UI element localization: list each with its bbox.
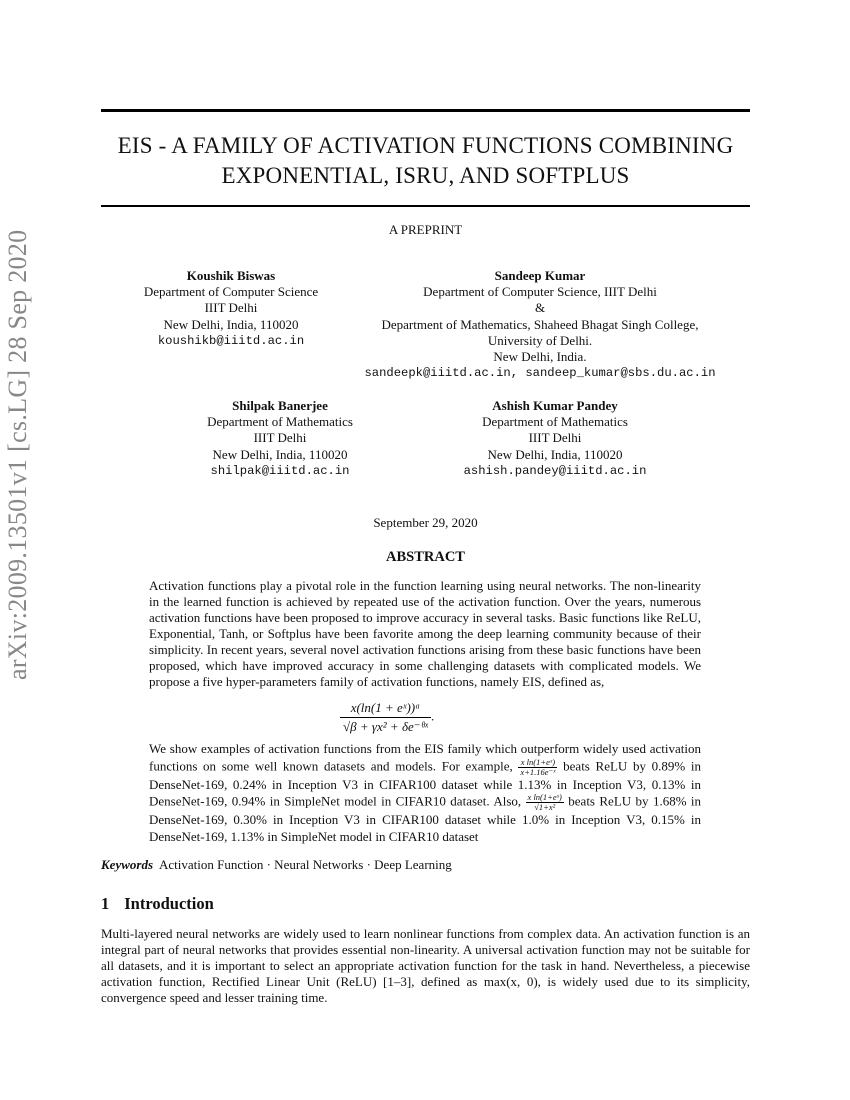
inline-formula-denominator: x+1.16e⁻ˣ (520, 766, 556, 777)
author-email[interactable]: ashish.pandey@iiitd.ac.in (463, 463, 647, 478)
abstract-paragraph-1: Activation functions play a pivotal role in the function learning using neural networks. The non-linearity in the learned function is achieved by repeated use of the activation function. Over the years, numerous activation functions have been proposed to improve accuracy in several tasks. Basic functions like ReLU, Exponential, Tanh, or Softplus have been favorite among the deep learning community because of their simplicity. In recent years, several novel activation functions arising from these basic functions have been proposed, which have improved accuracy in some challenging datasets with complicated models. We propose a five hyper-parameters family of activation functions, namely EIS, defined as, (149, 578, 701, 689)
preprint-label: A PREPRINT (388, 222, 463, 237)
author-email[interactable]: koushikb@iiitd.ac.in (157, 333, 305, 348)
author-block-1 (120, 268, 342, 349)
author-block-4 (440, 398, 670, 479)
author-affiliation: Department of Computer Science (143, 284, 319, 300)
top-rule (101, 109, 750, 112)
author-affiliation: New Delhi, India, 110020 (163, 316, 299, 332)
author-affiliation: New Delhi, India. (493, 349, 587, 365)
author-name: Sandeep Kumar (494, 268, 586, 283)
author-email[interactable]: sandeepk@iiitd.ac.in, sandeep_kumar@sbs.du.ac.in (364, 366, 716, 381)
author-email[interactable]: shilpak@iiitd.ac.in (210, 463, 350, 478)
author-name: Shilpak Banerjee (232, 398, 328, 413)
author-affiliation: IIIT Delhi (204, 300, 258, 316)
author-affiliation: Department of Computer Science, IIIT Delhi (423, 284, 657, 300)
inline-formula-2 (526, 793, 564, 812)
publication-date: September 29, 2020 (373, 515, 478, 530)
section-heading (101, 894, 214, 914)
formula-denominator: √β + γx² + δe⁻ᶿˣ (340, 717, 431, 735)
author-name: Koushik Biswas (186, 268, 276, 283)
author-affiliation: & (534, 300, 546, 316)
title-line-2: EXPONENTIAL, ISRU, AND SOFTPLUS (221, 163, 630, 188)
author-affiliation: Department of Mathematics (482, 414, 628, 430)
abstract-text: beats ReLU by 1.68% in DenseNet-169, 0.30% in Inception V3 in CIFAR100 dataset while 1.0% in Inception V3, 0.15% in DenseNet-169, 1.13% in SimpleNet model in CIFAR10 dataset (149, 793, 702, 844)
author-affiliation: New Delhi, India, 110020 (487, 446, 623, 462)
author-affiliation: Department of Mathematics, Shaheed Bhagat Singh College, (381, 316, 699, 332)
author-block-3 (180, 398, 380, 479)
paper-title (101, 131, 750, 191)
author-affiliation: University of Delhi. (487, 332, 593, 348)
abstract-text: We show examples of activation functions from the EIS family which outperform widely used activation functions on some well known datasets and models. For example, (149, 741, 701, 774)
arxiv-stamp: arXiv:2009.13501v1 [cs.LG] 28 Sep 2020 (3, 229, 32, 680)
inline-formula-denominator: √1+x² (526, 802, 564, 812)
title-bottom-rule (101, 205, 750, 207)
abstract-heading: ABSTRACT (386, 549, 465, 565)
inline-formula-1 (518, 758, 557, 777)
keywords-line (101, 857, 452, 873)
author-affiliation: Department of Mathematics (207, 414, 353, 430)
inline-formula-numerator: x ln(1+eˣ) (527, 792, 562, 803)
introduction-paragraph: Multi-layered neural networks are widely used to learn nonlinear functions from complex data. An activation function is an integral part of neural networks that provides essential non-linearity. A universal activation function may not be suitable for all datasets, and it is important to select an appropriate activation function for the task in hand. Nevertheless, a piecewise activation function, Rectified Linear Unit (ReLU) [1–3], defined as max(x, 0), is widely used due to its simplicity, convergence speed and lesser training time. (101, 926, 750, 1005)
abstract-text: beats ReLU by 0.89% in DenseNet-169, 0.24% in Inception V3 in CIFAR100 dataset while 1.13% in Inception V3, 0.13% in DenseNet-169, 0.94% in SimpleNet model in CIFAR10 dataset. Also, (149, 758, 702, 809)
abstract-paragraph-2 (149, 741, 701, 845)
formula-numerator: x(ln(1 + eˣ))ᵅ (350, 700, 421, 715)
section-title: Introduction (124, 894, 214, 913)
author-affiliation: IIIT Delhi (253, 430, 307, 446)
author-affiliation: IIIT Delhi (528, 430, 582, 446)
author-block-2 (360, 268, 720, 381)
author-name: Ashish Kumar Pandey (492, 398, 618, 413)
keywords-label: Keywords (101, 857, 153, 872)
author-affiliation: New Delhi, India, 110020 (212, 446, 348, 462)
inline-formula-numerator: x ln(1+eˣ) (520, 756, 556, 767)
keywords-text: Activation Function · Neural Networks · Deep Learning (159, 857, 452, 872)
title-line-1: EIS - A FAMILY OF ACTIVATION FUNCTIONS COMBINING (117, 133, 734, 158)
section-number: 1 (101, 894, 110, 913)
eis-formula: $\frac{\text{x(ln(1 + eˣ))ᵅ}}{\text{√β + γx² + δe⁻ᶿˣ}}$ . (340, 700, 434, 735)
